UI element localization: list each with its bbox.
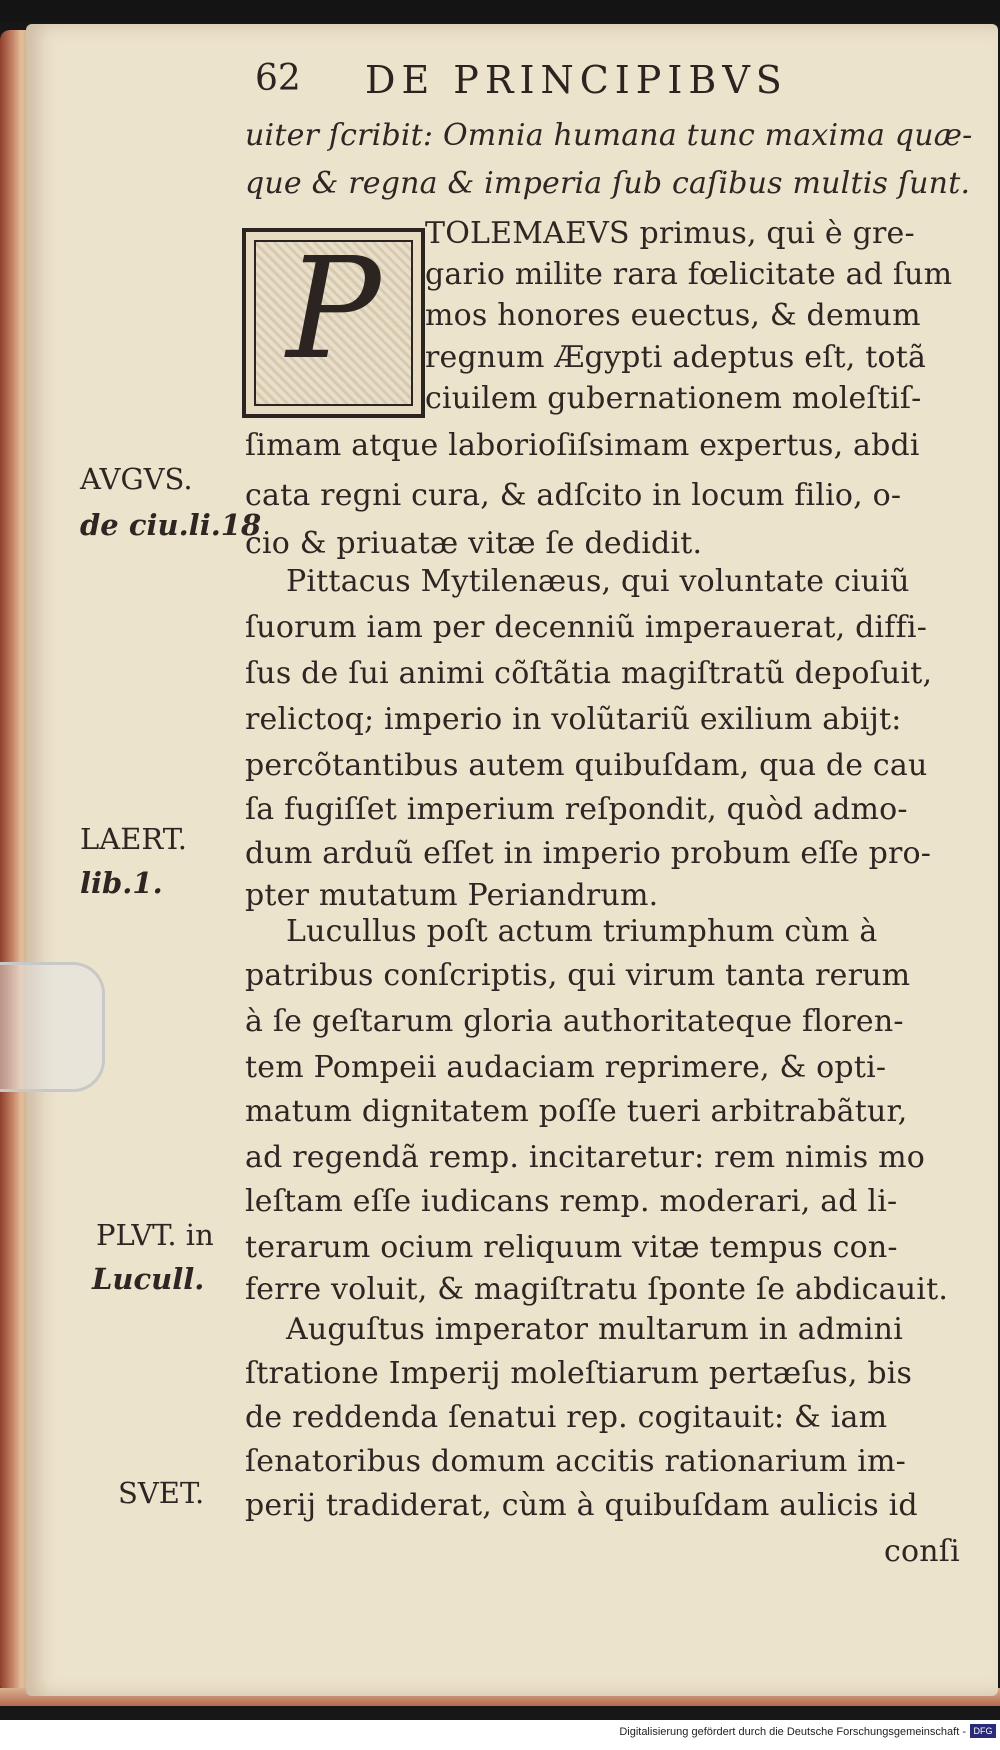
page-clip xyxy=(0,962,105,1092)
text-line: matum dignitatem poſſe tueri arbitrabãtur, xyxy=(245,1094,908,1129)
text-line: mos honores euectus, & demum xyxy=(425,298,921,333)
text-line: terarum ocium reliquum vitæ tempus con- xyxy=(245,1230,898,1265)
decorated-initial xyxy=(242,228,425,418)
text-line: ſtratione Imperij moleſtiarum pertæſus, bis xyxy=(245,1356,913,1391)
text-line: Pittacus Mytilenæus, qui voluntate ciuiũ xyxy=(286,564,910,599)
text-line: tem Pompeii audaciam reprimere, & opti- xyxy=(245,1050,887,1085)
text-line: percõtantibus autem quibuſdam, qua de cau xyxy=(245,748,928,783)
text-line: patribus conſcriptis, qui virum tanta rerum xyxy=(245,958,911,993)
text-line: uiter ſcribit: Omnia humana tunc maxima quæ- xyxy=(245,118,973,153)
text-line: Lucullus poſt actum triumphum cùm à xyxy=(286,914,878,949)
text-line: gario milite rara fœlicitate ad ſum xyxy=(425,257,953,292)
text-line: ad regendã remp. incitaretur: rem nimis mo xyxy=(245,1140,926,1175)
text-line: cio & priuatæ vitæ ſe dedidit. xyxy=(245,526,703,561)
text-line: dum arduũ eſſet in imperio probum eſſe pro- xyxy=(245,836,932,871)
scan-top-border xyxy=(0,0,1000,22)
text-line: ſa fugiſſet imperium reſpondit, quòd admo- xyxy=(245,792,908,827)
text-line: ferre voluit, & magiſtratu ſponte ſe abdicauit. xyxy=(245,1272,949,1307)
marginal-note: Lucull. xyxy=(92,1262,205,1296)
text-line: de reddenda ſenatui rep. cogitauit: & iam xyxy=(245,1400,888,1435)
catchword: conſi xyxy=(884,1534,960,1569)
text-line: TOLEMAEVS primus, qui è gre- xyxy=(425,216,915,251)
text-line: ſenatoribus domum accitis rationarium im- xyxy=(245,1444,907,1479)
text-line: Auguſtus imperator multarum in admini xyxy=(286,1312,903,1347)
text-line: relictoq; imperio in volũtariũ exilium abijt: xyxy=(245,702,902,737)
digitization-footer xyxy=(0,1720,1000,1750)
page-number: 62 xyxy=(255,58,301,99)
text-line: regnum Ægypti adeptus eſt, totã xyxy=(425,340,927,375)
initial-letter: P xyxy=(286,228,381,391)
text-line: ſimam atque laborioſiſsimam expertus, abdi xyxy=(245,428,920,463)
text-line: que & regna & imperia ſub caſibus multis ſunt. xyxy=(245,166,971,201)
footer-credit: Digitalisierung gefördert durch die Deutsche Forschungsgemeinschaft - xyxy=(619,1726,966,1738)
dfg-logo: DFG xyxy=(970,1724,996,1738)
text-line: ſus de ſui animi cõſtãtia magiſtratũ depoſuit, xyxy=(245,656,933,691)
marginal-note: lib.1. xyxy=(80,866,163,900)
text-line: cata regni cura, & adſcito in locum filio, o- xyxy=(245,478,902,513)
text-line: perij tradiderat, cùm à quibuſdam aulicis id xyxy=(245,1488,918,1523)
text-line: ciuilem gubernationem moleſtiſ- xyxy=(425,381,922,416)
running-head: DE PRINCIPIBVS xyxy=(365,58,788,102)
text-line: leſtam eſſe iudicans remp. moderari, ad li- xyxy=(245,1184,898,1219)
marginal-note: PLVT. in xyxy=(96,1218,214,1252)
text-line: ſuorum iam per decenniũ imperauerat, diffi- xyxy=(245,610,928,645)
marginal-note: AVGVS. xyxy=(80,462,193,496)
marginal-note: de ciu.li.18 xyxy=(80,508,262,542)
text-line: à ſe geſtarum gloria authoritateque floren- xyxy=(245,1004,904,1039)
text-line: pter mutatum Periandrum. xyxy=(245,878,659,913)
marginal-note: LAERT. xyxy=(80,822,187,856)
marginal-note: SVET. xyxy=(118,1476,205,1510)
